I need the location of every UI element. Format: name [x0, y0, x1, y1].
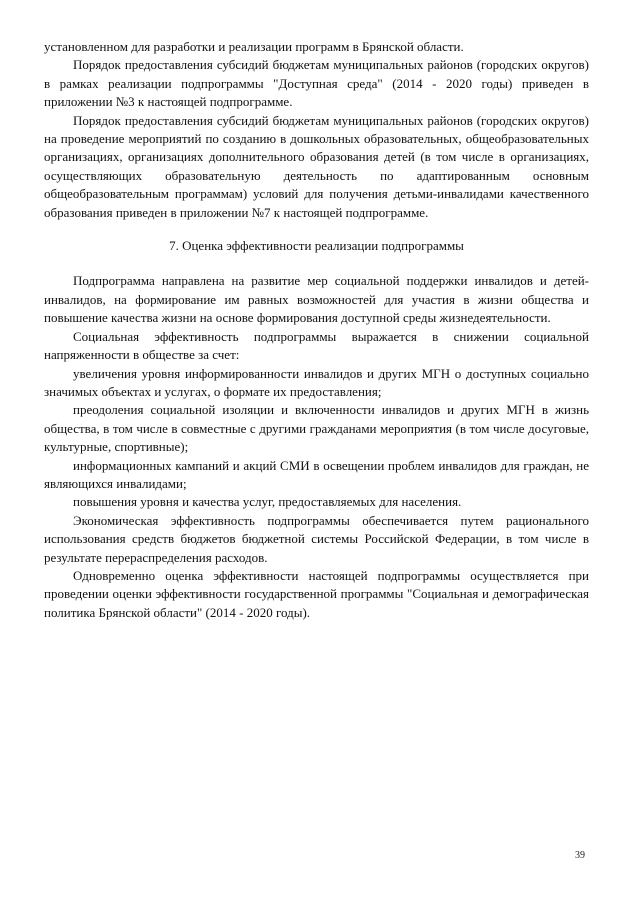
list-item-service-quality: повышения уровня и качества услуг, предоставляемых для населения. — [73, 494, 462, 510]
paragraph-economic-efficiency: Экономическая эффективность подпрограммы обеспечивается путем рационального использования средств бюджетов бюджетной системы Российской Федерации, в том числе в результате перераспределения расходов. — [44, 512, 589, 565]
list-item-media-campaigns: информационных кампаний и акций СМИ в освещении проблем инвалидов для граждан, не являющихся инвалидами; — [44, 457, 589, 491]
document-body — [44, 38, 589, 622]
section-heading: 7. Оценка эффективности реализации подпрограммы — [169, 238, 464, 254]
paragraph-subsidy-order-education: Порядок предоставления субсидий бюджетам муниципальных районов (городских округов) на проведение мероприятий по созданию в дошкольных образовательных, общеобразовательных организациях, организациях дополнительного образования детей (в том числе в организациях, осуществляющих образовательную деятельность по адаптированным основным общеобразовательным программам) условий для получения детьми-инвалидами качественного образования приведен в приложении №7 к настоящей подпрограмме. — [44, 112, 589, 220]
list-item-isolation: преодоления социальной изоляции и включенности инвалидов и других МГН в жизнь общества, в том числе в совместные с другими гражданами мероприятия (в том числе досуговые, культурные, спортивные); — [44, 402, 589, 455]
paragraph-subsidy-order-accessible-environment: Порядок предоставления субсидий бюджетам муниципальных районов (городских округов) в рамках реализации подпрограммы "Доступная среда" (2014 - 2020 годы) приведен в приложении №3 к настоящей подпрограмме. — [44, 57, 589, 110]
paragraph-social-efficiency: Социальная эффективность подпрограммы выражается в снижении социальной напряженности в обществе за счет: — [44, 328, 589, 363]
list-item-awareness: увеличения уровня информированности инвалидов и других МГН о доступных социально значимых объектах и услугах, о формате их предоставления; — [44, 365, 589, 399]
page-number: 39 — [575, 850, 585, 861]
paragraph-evaluation: Одновременно оценка эффективности настоящей подпрограммы осуществляется при проведении оценки эффективности государственной программы "Социальная и демографическая политика Брянской области" (2014 - 2020 годы). — [44, 567, 589, 620]
paragraph-program-goal: Подпрограмма направлена на развитие мер социальной поддержки инвалидов и детей-инвалидов, на формирование им равных возможностей для участия в жизни общества и повышение качества жизни на основе формирования доступной среды жизнедеятельности. — [44, 273, 589, 326]
paragraph-continuation: установленном для разработки и реализации программ в Брянской области. — [44, 39, 464, 54]
